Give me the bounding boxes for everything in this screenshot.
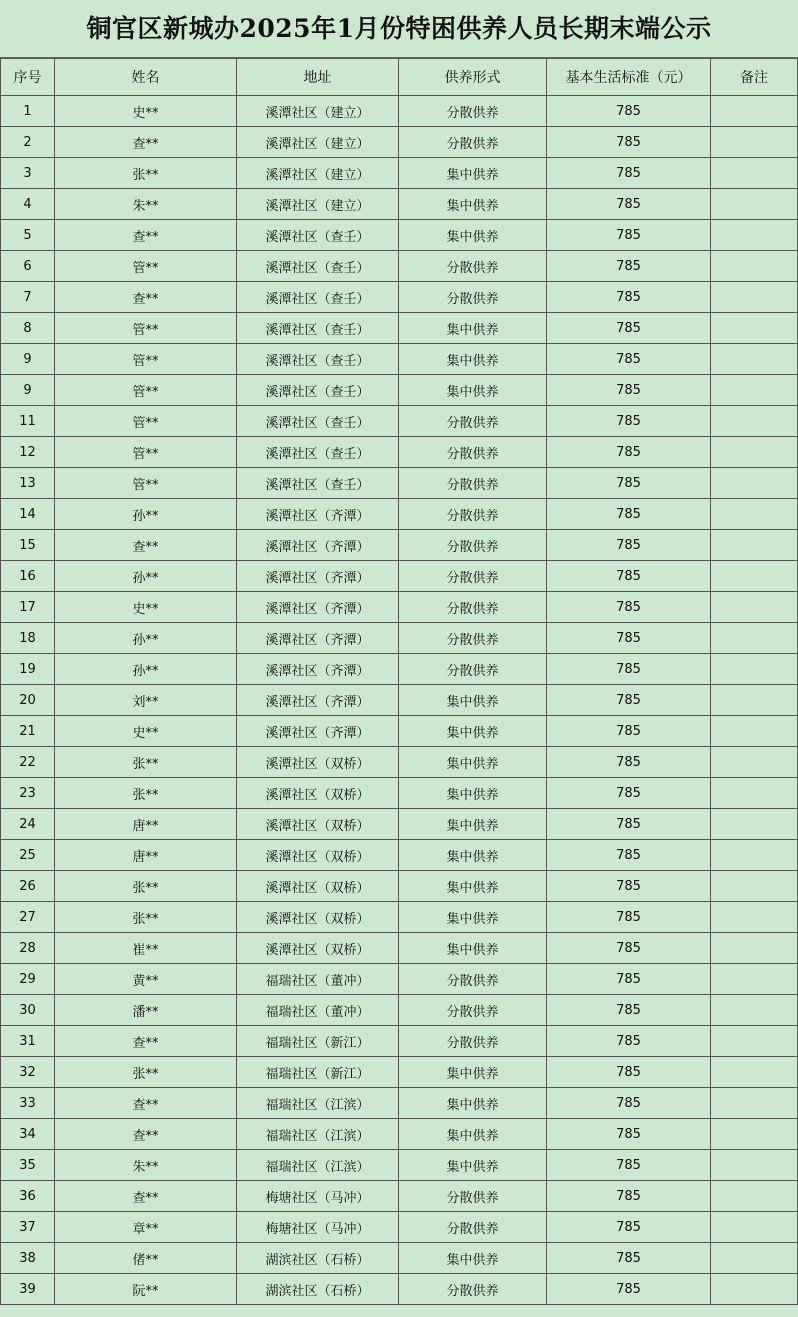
cell-address[interactable]: 溪潭社区（双桥） [237,840,399,871]
cell-living-standard[interactable]: 785 [547,1243,711,1274]
cell-support-type[interactable]: 分散供养 [399,1026,547,1057]
cell-remarks[interactable] [711,778,798,809]
cell-index[interactable]: 27 [1,902,55,933]
cell-index[interactable]: 32 [1,1057,55,1088]
cell-address[interactable]: 溪潭社区（查壬） [237,313,399,344]
cell-remarks[interactable] [711,747,798,778]
cell-name[interactable]: 朱** [55,189,237,220]
cell-remarks[interactable] [711,344,798,375]
table-row [1,685,798,716]
cell-address[interactable]: 梅塘社区（马冲） [237,1181,399,1212]
cell-living-standard[interactable]: 785 [547,747,711,778]
table-row [1,592,798,623]
cell-address[interactable]: 溪潭社区（双桥） [237,871,399,902]
cell-index[interactable]: 3 [1,158,55,189]
table-row [1,809,798,840]
cell-support-type[interactable]: 分散供养 [399,96,547,127]
cell-remarks[interactable] [711,902,798,933]
cell-address[interactable]: 溪潭社区（齐潭） [237,499,399,530]
cell-remarks[interactable] [711,933,798,964]
cell-remarks[interactable] [711,220,798,251]
cell-living-standard[interactable]: 785 [547,1088,711,1119]
cell-name[interactable]: 张** [55,902,237,933]
cell-living-standard[interactable]: 785 [547,530,711,561]
cell-living-standard[interactable]: 785 [547,716,711,747]
cell-name[interactable]: 史** [55,716,237,747]
table-row [1,623,798,654]
col-header-living-standard[interactable]: 基本生活标准（元） [547,59,711,96]
cell-support-type[interactable]: 分散供养 [399,1274,547,1305]
cell-support-type[interactable]: 集中供养 [399,1057,547,1088]
cell-support-type[interactable]: 分散供养 [399,995,547,1026]
cell-remarks[interactable] [711,251,798,282]
table-row [1,716,798,747]
table-row [1,127,798,158]
cell-index[interactable]: 11 [1,406,55,437]
cell-address[interactable]: 梅塘社区（马冲） [237,1212,399,1243]
cell-living-standard[interactable]: 785 [547,468,711,499]
cell-name[interactable]: 查** [55,282,237,313]
table-row [1,778,798,809]
col-header-index[interactable]: 序号 [1,59,55,96]
cell-remarks[interactable] [711,1026,798,1057]
cell-living-standard[interactable]: 785 [547,499,711,530]
header-row [1,59,798,96]
cell-name[interactable]: 孙** [55,561,237,592]
cell-support-type[interactable]: 分散供养 [399,437,547,468]
cell-support-type[interactable]: 集中供养 [399,933,547,964]
cell-address[interactable]: 溪潭社区（建立） [237,189,399,220]
table-row [1,499,798,530]
cell-address[interactable]: 溪潭社区（建立） [237,127,399,158]
cell-remarks[interactable] [711,282,798,313]
cell-address[interactable]: 溪潭社区（齐潭） [237,530,399,561]
cell-address[interactable]: 溪潭社区（齐潭） [237,685,399,716]
cell-index[interactable]: 25 [1,840,55,871]
cell-address[interactable]: 福瑞社区（董冲） [237,995,399,1026]
col-header-support-type[interactable]: 供养形式 [399,59,547,96]
cell-name[interactable]: 管** [55,468,237,499]
col-header-name[interactable]: 姓名 [55,59,237,96]
cell-remarks[interactable] [711,995,798,1026]
cell-support-type[interactable]: 集中供养 [399,158,547,189]
cell-index[interactable]: 31 [1,1026,55,1057]
cell-living-standard[interactable]: 785 [547,344,711,375]
cell-name[interactable]: 张** [55,871,237,902]
cell-index[interactable]: 38 [1,1243,55,1274]
cell-support-type[interactable]: 分散供养 [399,282,547,313]
cell-support-type[interactable]: 分散供养 [399,1212,547,1243]
cell-index[interactable]: 33 [1,1088,55,1119]
cell-living-standard[interactable]: 785 [547,437,711,468]
cell-address[interactable]: 溪潭社区（查壬） [237,282,399,313]
cell-living-standard[interactable]: 785 [547,282,711,313]
cell-support-type[interactable]: 集中供养 [399,902,547,933]
cell-address[interactable]: 溪潭社区（双桥） [237,902,399,933]
cell-remarks[interactable] [711,623,798,654]
cell-name[interactable]: 潘** [55,995,237,1026]
cell-remarks[interactable] [711,406,798,437]
cell-index[interactable]: 22 [1,747,55,778]
cell-remarks[interactable] [711,716,798,747]
cell-address[interactable]: 福瑞社区（董冲） [237,964,399,995]
cell-support-type[interactable]: 集中供养 [399,220,547,251]
cell-index[interactable]: 6 [1,251,55,282]
table-row [1,1181,798,1212]
cell-name[interactable]: 张** [55,778,237,809]
cell-remarks[interactable] [711,158,798,189]
cell-name[interactable]: 管** [55,344,237,375]
cell-living-standard[interactable]: 785 [547,1057,711,1088]
table-row [1,158,798,189]
cell-name[interactable]: 阮** [55,1274,237,1305]
cell-remarks[interactable] [711,809,798,840]
table-row [1,1119,798,1150]
cell-living-standard[interactable]: 785 [547,406,711,437]
cell-index[interactable]: 28 [1,933,55,964]
cell-index[interactable]: 23 [1,778,55,809]
cell-remarks[interactable] [711,840,798,871]
cell-index[interactable]: 1 [1,96,55,127]
cell-index[interactable]: 9 [1,375,55,406]
cell-name[interactable]: 唐** [55,840,237,871]
cell-support-type[interactable]: 分散供养 [399,561,547,592]
cell-index[interactable]: 24 [1,809,55,840]
cell-remarks[interactable] [711,499,798,530]
cell-name[interactable]: 孙** [55,654,237,685]
cell-living-standard[interactable]: 785 [547,995,711,1026]
cell-remarks[interactable] [711,964,798,995]
cell-address[interactable]: 湖滨社区（石桥） [237,1243,399,1274]
table-row [1,840,798,871]
cell-address[interactable]: 溪潭社区（齐潭） [237,623,399,654]
cell-support-type[interactable]: 集中供养 [399,1088,547,1119]
cell-address[interactable]: 溪潭社区（查壬） [237,406,399,437]
cell-index[interactable]: 15 [1,530,55,561]
roster-table [0,58,798,1305]
cell-index[interactable]: 13 [1,468,55,499]
cell-index[interactable]: 19 [1,654,55,685]
cell-address[interactable]: 溪潭社区（齐潭） [237,561,399,592]
cell-index[interactable]: 21 [1,716,55,747]
cell-living-standard[interactable]: 785 [547,313,711,344]
cell-address[interactable]: 溪潭社区（查壬） [237,344,399,375]
cell-remarks[interactable] [711,1088,798,1119]
cell-living-standard[interactable]: 785 [547,1181,711,1212]
cell-name[interactable]: 查** [55,1119,237,1150]
cell-living-standard[interactable]: 785 [547,561,711,592]
cell-remarks[interactable] [711,1212,798,1243]
table-body [1,96,798,1305]
table-row [1,561,798,592]
cell-name[interactable]: 管** [55,251,237,282]
table-row [1,1274,798,1305]
table-row [1,964,798,995]
cell-name[interactable]: 史** [55,96,237,127]
cell-remarks[interactable] [711,313,798,344]
cell-remarks[interactable] [711,654,798,685]
cell-living-standard[interactable]: 785 [547,375,711,406]
table-row [1,1026,798,1057]
cell-support-type[interactable]: 集中供养 [399,344,547,375]
cell-name[interactable]: 张** [55,158,237,189]
cell-index[interactable]: 26 [1,871,55,902]
cell-index[interactable]: 20 [1,685,55,716]
table-row [1,344,798,375]
cell-living-standard[interactable]: 785 [547,685,711,716]
cell-support-type[interactable]: 集中供养 [399,313,547,344]
cell-support-type[interactable]: 集中供养 [399,1150,547,1181]
cell-index[interactable]: 16 [1,561,55,592]
cell-address[interactable]: 溪潭社区（齐潭） [237,592,399,623]
table-row [1,1212,798,1243]
cell-index[interactable]: 29 [1,964,55,995]
cell-name[interactable]: 孙** [55,499,237,530]
cell-support-type[interactable]: 分散供养 [399,499,547,530]
cell-remarks[interactable] [711,1057,798,1088]
cell-address[interactable]: 溪潭社区（查壬） [237,468,399,499]
cell-living-standard[interactable]: 785 [547,1026,711,1057]
cell-name[interactable]: 管** [55,437,237,468]
cell-remarks[interactable] [711,1150,798,1181]
cell-living-standard[interactable]: 785 [547,871,711,902]
table-row [1,530,798,561]
cell-index[interactable]: 17 [1,592,55,623]
cell-name[interactable]: 查** [55,530,237,561]
cell-support-type[interactable]: 集中供养 [399,778,547,809]
cell-support-type[interactable]: 分散供养 [399,964,547,995]
cell-name[interactable]: 张** [55,747,237,778]
cell-support-type[interactable]: 集中供养 [399,716,547,747]
cell-support-type[interactable]: 集中供养 [399,809,547,840]
cell-address[interactable]: 溪潭社区（建立） [237,96,399,127]
cell-living-standard[interactable]: 785 [547,964,711,995]
cell-remarks[interactable] [711,96,798,127]
cell-remarks[interactable] [711,685,798,716]
cell-address[interactable]: 福瑞社区（新江） [237,1057,399,1088]
cell-remarks[interactable] [711,127,798,158]
cell-name[interactable]: 查** [55,1181,237,1212]
table-row [1,96,798,127]
cell-living-standard[interactable]: 785 [547,127,711,158]
cell-living-standard[interactable]: 785 [547,1150,711,1181]
cell-index[interactable]: 37 [1,1212,55,1243]
cell-address[interactable]: 溪潭社区（双桥） [237,809,399,840]
cell-living-standard[interactable]: 785 [547,220,711,251]
cell-support-type[interactable]: 集中供养 [399,1119,547,1150]
cell-address[interactable]: 福瑞社区（江滨） [237,1088,399,1119]
cell-address[interactable]: 溪潭社区（双桥） [237,778,399,809]
cell-name[interactable]: 管** [55,406,237,437]
cell-name[interactable]: 张** [55,1057,237,1088]
cell-address[interactable]: 福瑞社区（江滨） [237,1119,399,1150]
cell-index[interactable]: 34 [1,1119,55,1150]
cell-name[interactable]: 孙** [55,623,237,654]
cell-remarks[interactable] [711,530,798,561]
table-row [1,654,798,685]
table-row [1,1057,798,1088]
cell-remarks[interactable] [711,592,798,623]
cell-living-standard[interactable]: 785 [547,158,711,189]
cell-index[interactable]: 2 [1,127,55,158]
table-row [1,313,798,344]
cell-name[interactable]: 偖** [55,1243,237,1274]
cell-index[interactable]: 14 [1,499,55,530]
cell-remarks[interactable] [711,1243,798,1274]
cell-support-type[interactable]: 分散供养 [399,1181,547,1212]
cell-support-type[interactable]: 集中供养 [399,375,547,406]
cell-name[interactable]: 史** [55,592,237,623]
table-row [1,406,798,437]
cell-address[interactable]: 溪潭社区（齐潭） [237,654,399,685]
cell-living-standard[interactable]: 785 [547,1212,711,1243]
table-row [1,871,798,902]
cell-index[interactable]: 35 [1,1150,55,1181]
cell-name[interactable]: 管** [55,375,237,406]
cell-index[interactable]: 12 [1,437,55,468]
cell-index[interactable]: 5 [1,220,55,251]
cell-name[interactable]: 黄** [55,964,237,995]
cell-support-type[interactable]: 分散供养 [399,592,547,623]
cell-living-standard[interactable]: 785 [547,654,711,685]
cell-name[interactable]: 查** [55,1088,237,1119]
cell-address[interactable]: 溪潭社区（查壬） [237,251,399,282]
cell-address[interactable]: 福瑞社区（新江） [237,1026,399,1057]
table-row [1,251,798,282]
cell-name[interactable]: 崔** [55,933,237,964]
cell-name[interactable]: 查** [55,127,237,158]
cell-support-type[interactable]: 集中供养 [399,747,547,778]
cell-index[interactable]: 36 [1,1181,55,1212]
cell-index[interactable]: 30 [1,995,55,1026]
cell-support-type[interactable]: 集中供养 [399,1243,547,1274]
cell-living-standard[interactable]: 785 [547,592,711,623]
cell-living-standard[interactable]: 785 [547,1119,711,1150]
cell-living-standard[interactable]: 785 [547,623,711,654]
cell-address[interactable]: 福瑞社区（江滨） [237,1150,399,1181]
table-row [1,995,798,1026]
cell-address[interactable]: 溪潭社区（查壬） [237,220,399,251]
cell-living-standard[interactable]: 785 [547,902,711,933]
cell-address[interactable]: 溪潭社区（查壬） [237,437,399,468]
table-row [1,437,798,468]
cell-support-type[interactable]: 分散供养 [399,406,547,437]
cell-name[interactable]: 朱** [55,1150,237,1181]
cell-support-type[interactable]: 分散供养 [399,623,547,654]
cell-remarks[interactable] [711,189,798,220]
table-row [1,220,798,251]
cell-living-standard[interactable]: 785 [547,933,711,964]
cell-living-standard[interactable]: 785 [547,251,711,282]
table-row [1,902,798,933]
table-row [1,747,798,778]
cell-support-type[interactable]: 集中供养 [399,685,547,716]
cell-address[interactable]: 溪潭社区（双桥） [237,747,399,778]
cell-remarks[interactable] [711,1181,798,1212]
col-header-address[interactable]: 地址 [237,59,399,96]
cell-name[interactable]: 查** [55,1026,237,1057]
cell-support-type[interactable]: 分散供养 [399,127,547,158]
cell-remarks[interactable] [711,1274,798,1305]
table-row [1,375,798,406]
cell-support-type[interactable]: 集中供养 [399,871,547,902]
cell-index[interactable]: 4 [1,189,55,220]
cell-index[interactable]: 18 [1,623,55,654]
cell-living-standard[interactable]: 785 [547,840,711,871]
cell-support-type[interactable]: 集中供养 [399,189,547,220]
cell-support-type[interactable]: 分散供养 [399,530,547,561]
cell-index[interactable]: 8 [1,313,55,344]
cell-name[interactable]: 唐** [55,809,237,840]
cell-support-type[interactable]: 分散供养 [399,654,547,685]
cell-address[interactable]: 溪潭社区（齐潭） [237,716,399,747]
page-title: 铜官区新城办2025年1月份特困供养人员长期末端公示 [0,0,798,58]
cell-remarks[interactable] [711,871,798,902]
table-row [1,189,798,220]
cell-address[interactable]: 溪潭社区（查壬） [237,375,399,406]
cell-remarks[interactable] [711,561,798,592]
cell-support-type[interactable]: 分散供养 [399,251,547,282]
cell-remarks[interactable] [711,375,798,406]
cell-name[interactable]: 管** [55,313,237,344]
cell-index[interactable]: 9 [1,344,55,375]
cell-name[interactable]: 刘** [55,685,237,716]
cell-living-standard[interactable]: 785 [547,778,711,809]
table-row [1,1243,798,1274]
cell-address[interactable]: 溪潭社区（建立） [237,158,399,189]
cell-living-standard[interactable]: 785 [547,809,711,840]
cell-address[interactable]: 湖滨社区（石桥） [237,1274,399,1305]
table-row [1,933,798,964]
table-row [1,1150,798,1181]
cell-support-type[interactable]: 分散供养 [399,468,547,499]
cell-living-standard[interactable]: 785 [547,1274,711,1305]
cell-address[interactable]: 溪潭社区（双桥） [237,933,399,964]
cell-index[interactable]: 7 [1,282,55,313]
cell-remarks[interactable] [711,468,798,499]
table-row [1,468,798,499]
cell-index[interactable]: 39 [1,1274,55,1305]
col-header-remarks[interactable]: 备注 [711,59,798,96]
cell-name[interactable]: 章** [55,1212,237,1243]
cell-remarks[interactable] [711,1119,798,1150]
table-row [1,1088,798,1119]
cell-living-standard[interactable]: 785 [547,96,711,127]
cell-living-standard[interactable]: 785 [547,189,711,220]
table-row [1,282,798,313]
cell-remarks[interactable] [711,437,798,468]
cell-name[interactable]: 查** [55,220,237,251]
cell-support-type[interactable]: 集中供养 [399,840,547,871]
